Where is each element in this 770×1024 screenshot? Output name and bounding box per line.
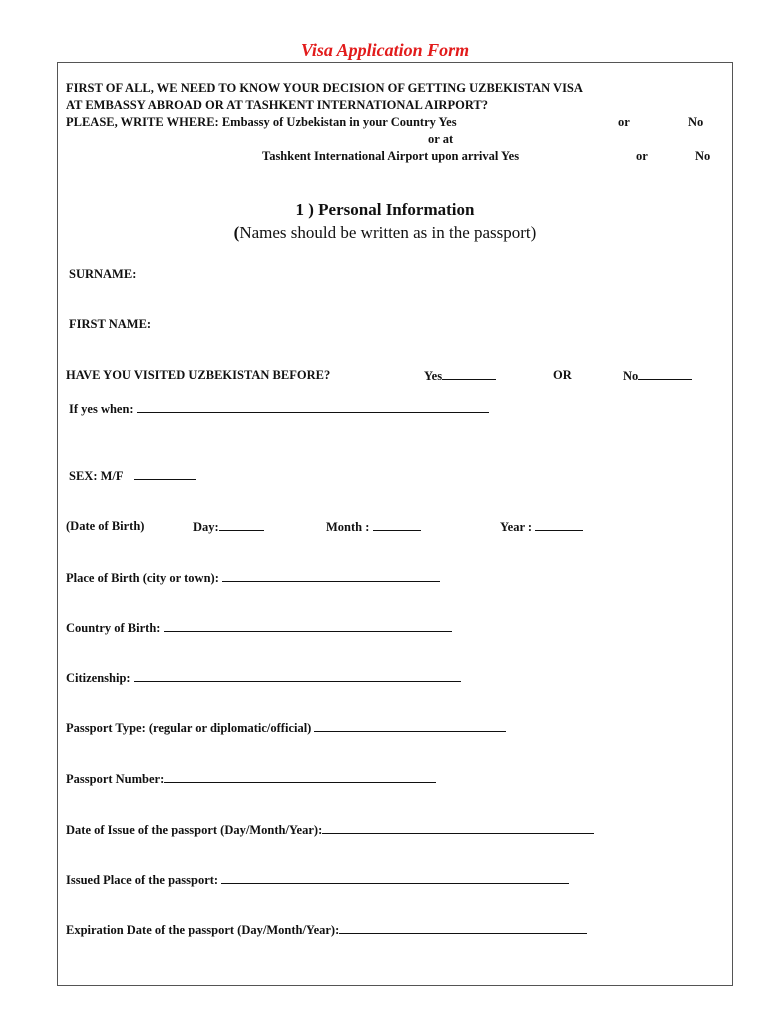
if-yes-when: [69, 401, 489, 417]
section-subtitle-paren: (: [233, 223, 240, 242]
country-of-birth: [66, 620, 452, 636]
form-title: Visa Application Form: [300, 40, 470, 60]
expiration-date-line[interactable]: [339, 922, 587, 934]
date-of-issue: [66, 822, 594, 838]
dob-month: [326, 519, 421, 535]
sex-line[interactable]: [134, 468, 196, 480]
country-of-birth-label: Country of Birth:: [66, 621, 164, 635]
visited-no: [623, 368, 692, 384]
intro-or-at: or at: [428, 132, 454, 146]
visited-no-line[interactable]: [638, 368, 692, 380]
dob-year: [500, 519, 583, 535]
intro-airport-no: No: [695, 149, 711, 163]
date-of-issue-label: Date of Issue of the passport (Day/Month/Year):: [66, 823, 323, 837]
visited-yes-label: Yes: [424, 369, 443, 383]
passport-number-line[interactable]: [164, 771, 436, 783]
intro-line-4: Tashkent International Airport upon arrival Yes: [262, 149, 520, 163]
surname-label: SURNAME:: [69, 267, 137, 281]
section-title: 1 ) Personal Information: [295, 200, 475, 219]
passport-number: [66, 771, 436, 787]
dob-month-line[interactable]: [373, 519, 421, 531]
sex: [69, 468, 196, 484]
intro-embassy-or: or: [618, 115, 630, 129]
passport-type: [66, 720, 506, 736]
dob-day-line[interactable]: [219, 519, 264, 531]
country-of-birth-line[interactable]: [164, 620, 452, 632]
intro-line-2: AT EMBASSY ABROAD OR AT TASHKENT INTERNATIONAL AIRPORT?: [66, 98, 488, 112]
issued-place-line[interactable]: [221, 872, 569, 884]
intro-airport-or: or: [636, 149, 648, 163]
intro-line-3: PLEASE, WRITE WHERE: Embassy of Uzbekistan in your Country Yes: [66, 115, 457, 129]
citizenship-label: Citizenship:: [66, 671, 134, 685]
dob-month-label: Month :: [326, 520, 373, 534]
section-subtitle-text: Names should be written as in the passport): [239, 223, 537, 242]
expiration-date: [66, 922, 587, 938]
citizenship-line[interactable]: [134, 670, 461, 682]
dob-year-line[interactable]: [535, 519, 583, 531]
visited-question: HAVE YOU VISITED UZBEKISTAN BEFORE?: [66, 368, 331, 382]
dob-day: [193, 519, 264, 535]
passport-number-label: Passport Number:: [66, 772, 165, 786]
expiration-date-label: Expiration Date of the passport (Day/Month/Year):: [66, 923, 340, 937]
sex-label: SEX: M/F: [69, 469, 124, 483]
intro-line-1: FIRST OF ALL, WE NEED TO KNOW YOUR DECISION OF GETTING UZBEKISTAN VISA: [66, 81, 583, 95]
dob-day-label: Day:: [193, 520, 219, 534]
place-of-birth: [66, 570, 440, 586]
visited-yes-line[interactable]: [442, 368, 496, 380]
if-yes-when-line[interactable]: [137, 401, 489, 413]
citizenship: [66, 670, 461, 686]
place-of-birth-line[interactable]: [222, 570, 440, 582]
issued-place-label: Issued Place of the passport:: [66, 873, 222, 887]
dob-year-label: Year :: [500, 520, 536, 534]
visited-yes: [424, 368, 496, 384]
dob-label: (Date of Birth): [66, 519, 145, 533]
date-of-issue-line[interactable]: [322, 822, 594, 834]
place-of-birth-label: Place of Birth (city or town):: [66, 571, 222, 585]
visited-or: OR: [553, 368, 572, 382]
section-subtitle: [0, 223, 770, 243]
passport-type-label: Passport Type: (regular or diplomatic/official): [66, 721, 315, 735]
visited-no-label: No: [623, 369, 639, 383]
intro-embassy-no: No: [688, 115, 704, 129]
issued-place: [66, 872, 569, 888]
if-yes-when-label: If yes when:: [69, 402, 137, 416]
first-name-label: FIRST NAME:: [69, 317, 152, 331]
passport-type-line[interactable]: [314, 720, 506, 732]
